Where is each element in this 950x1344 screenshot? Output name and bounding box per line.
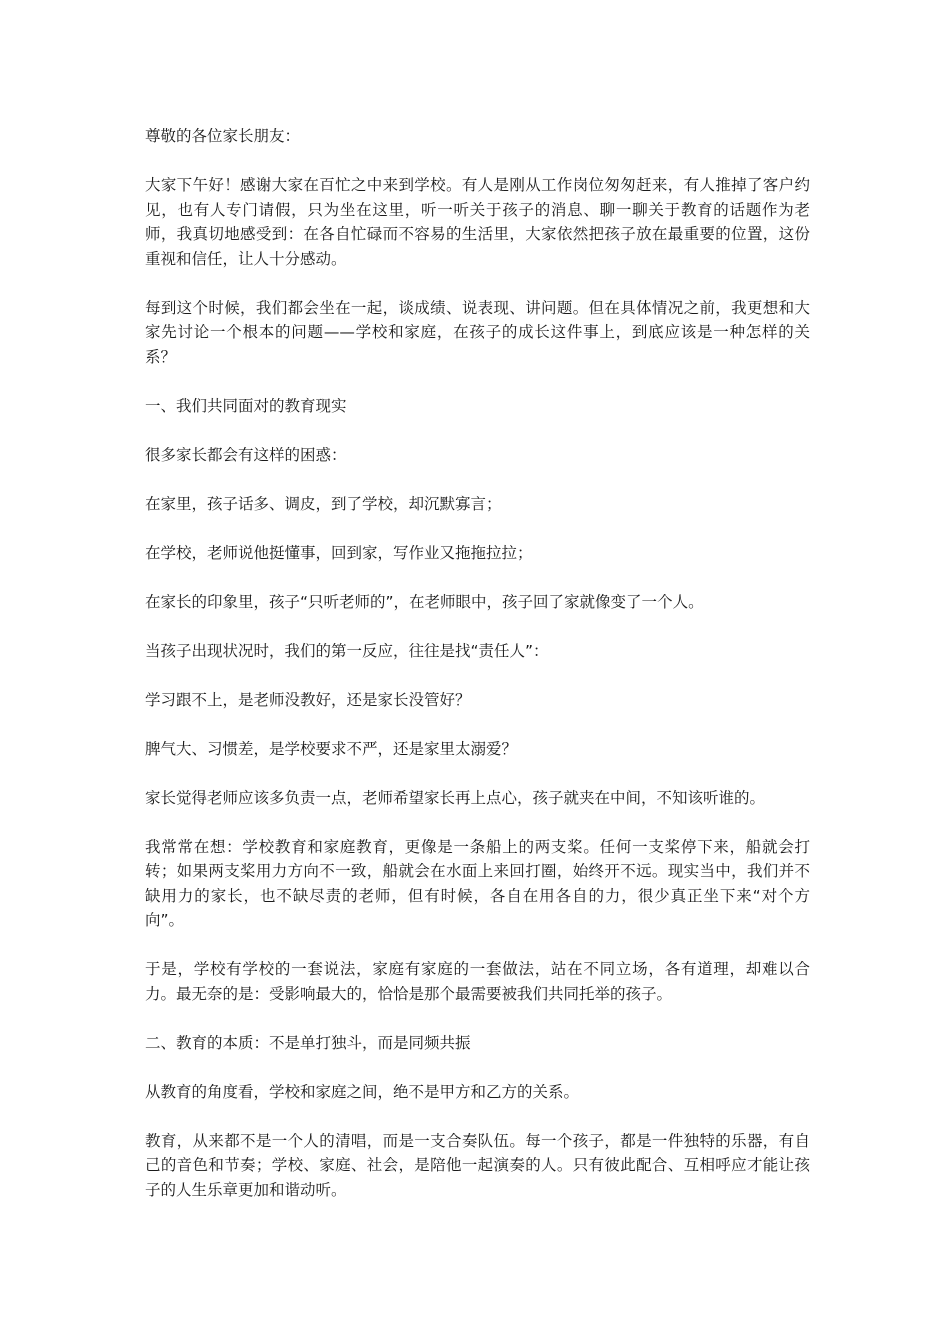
paragraph: 在学校，老师说他挺懂事，回到家，写作业又拖拖拉拉； — [145, 543, 533, 562]
paragraph-question: 每到这个时候，我们都会坐在一起，谈成绩、说表现、讲问题。但在具体情况之前，我更想和大家先讨论一个根本的问题——学校和家庭，在孩子的成长这件事上，到底应该是一种怎样的关系？ — [145, 298, 810, 366]
paragraph: 在家里，孩子话多、调皮，到了学校，却沉默寡言； — [145, 494, 502, 513]
paragraph: 从教育的角度看，学校和家庭之间，绝不是甲方和乙方的关系。 — [145, 1082, 580, 1101]
paragraph: 于是，学校有学校的一套说法，家庭有家庭的一套做法，站在不同立场，各有道理，却难以合力。最无奈的是：受影响最大的，恰恰是那个最需要被我们共同托举的孩子。 — [145, 960, 810, 1003]
salutation: 尊敬的各位家长朋友： — [145, 127, 301, 145]
section-heading-1: 一、我们共同面对的教育现实 — [145, 396, 347, 415]
paragraph-greeting: 大家下午好！感谢大家在百忙之中来到学校。有人是刚从工作岗位匆匆赶来，有人推掉了客户约见，也有人专门请假，只为坐在这里，听一听关于孩子的消息、聊一聊关于教育的话题作为老师，我真切地感受到：在各自忙碌而不容易的生活里，大家依然把孩子放在最重要的位置，这份重视和信任，让人十分感动。 — [145, 176, 810, 268]
paragraph: 教育，从来都不是一个人的清唱，而是一支合奏队伍。每一个孩子，都是一件独特的乐器，有自己的音色和节奏；学校、家庭、社会，是陪他一起演奏的人。只有彼此配合、互相呼应才能让孩子的人生乐章更加和谐动听。 — [145, 1131, 810, 1199]
paragraph: 我常常在想：学校教育和家庭教育，更像是一条船上的两支桨。任何一支桨停下来，船就会打转；如果两支桨用力方向不一致，船就会在水面上来回打圈，始终开不远。现实当中，我们并不缺用力的家长，也不缺尽责的老师，但有时候，各自在用各自的力，很少真正坐下来“对个方向”。 — [145, 837, 810, 929]
paragraph: 学习跟不上，是老师没教好，还是家长没管好？ — [145, 690, 471, 709]
document-page — [145, 124, 810, 1227]
paragraph: 家长觉得老师应该多负责一点，老师希望家长再上点心，孩子就夹在中间，不知该听谁的。 — [145, 788, 766, 807]
paragraph: 在家长的印象里，孩子“只听老师的”，在老师眼中，孩子回了家就像变了一个人。 — [145, 592, 704, 611]
paragraph: 很多家长都会有这样的困惑： — [145, 445, 347, 464]
section-heading-2: 二、教育的本质：不是单打独斗，而是同频共振 — [145, 1033, 471, 1052]
paragraph: 脾气大、习惯差，是学校要求不严，还是家里太溺爱？ — [145, 739, 518, 758]
paragraph: 当孩子出现状况时，我们的第一反应，往往是找“责任人”： — [145, 641, 549, 660]
